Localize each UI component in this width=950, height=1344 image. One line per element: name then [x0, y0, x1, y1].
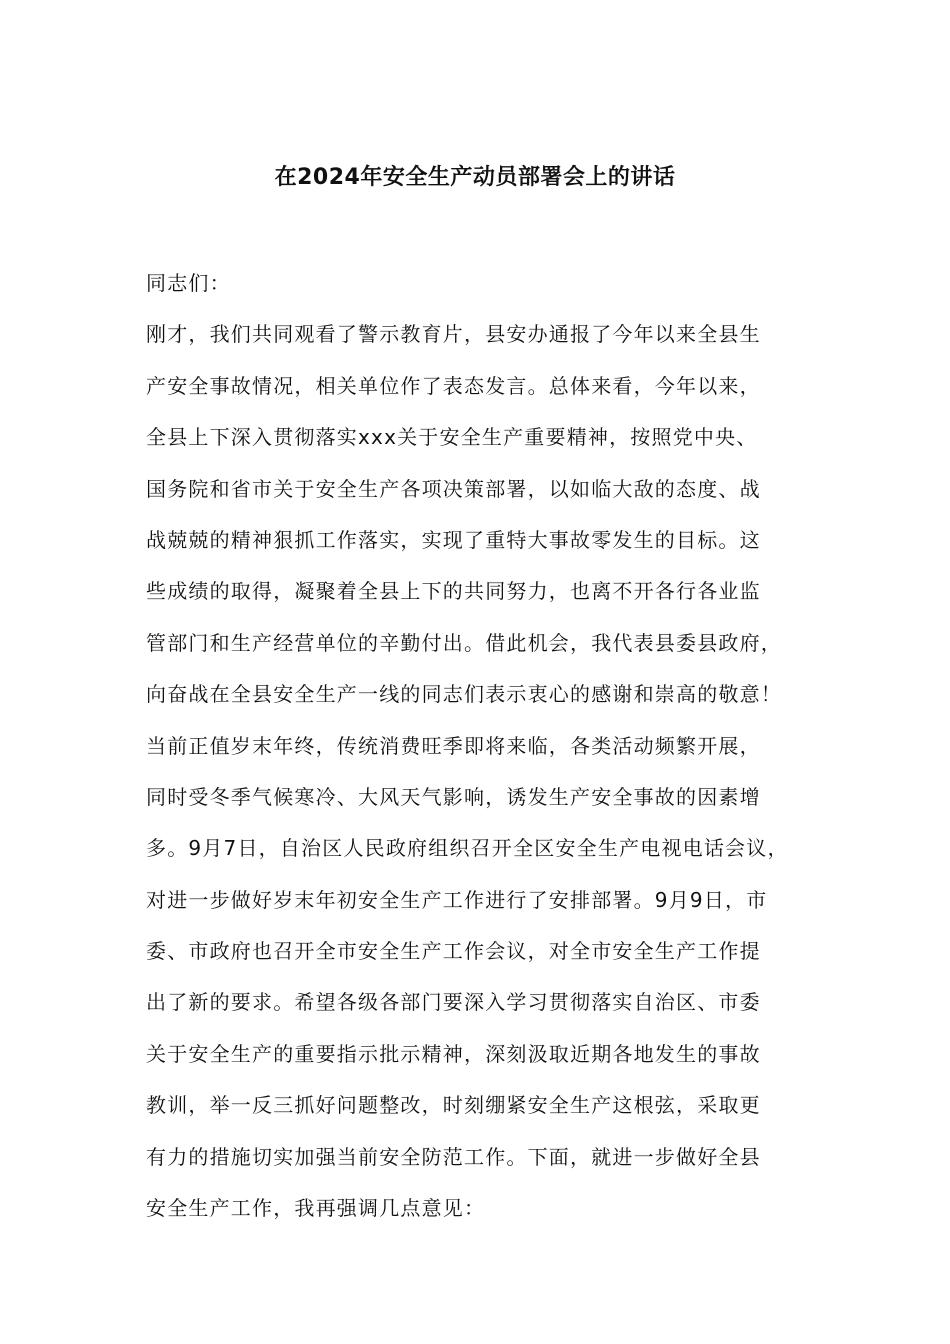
salutation: 同志们： — [146, 271, 231, 295]
text-line: 多。9月7日，自治区人民政府组织召开全区安全生产电视电话会议， — [146, 836, 789, 861]
text-line: 战兢兢的精神狠抓工作落实，实现了重特大事故零发生的目标。这 — [146, 527, 761, 552]
text-line: 出了新的要求。希望各级各部门要深入学习贯彻落实自治区、市委 — [146, 990, 761, 1015]
text-line: 产安全事故情况，相关单位作了表态发言。总体来看，今年以来， — [146, 373, 761, 398]
text-line: 对进一步做好岁末年初安全生产工作进行了安排部署。9月9日，市 — [146, 887, 768, 912]
text-line: 委、市政府也召开全市安全生产工作会议，对全市安全生产工作提 — [146, 939, 761, 964]
text-line: 安全生产工作，我再强调几点意见： — [146, 1196, 486, 1221]
text-line: 关于安全生产的重要指示批示精神，深刻汲取近期各地发生的事故 — [146, 1041, 761, 1066]
text-line: 些成绩的取得，凝聚着全县上下的共同努力，也离不开各行各业监 — [146, 579, 761, 604]
text-line: 当前正值岁末年终，传统消费旺季即将来临，各类活动频繁开展， — [146, 733, 761, 758]
text-line: 向奋战在全县安全生产一线的同志们表示衷心的感谢和崇高的敬意！ — [146, 682, 782, 707]
text-line: 刚才，我们共同观看了警示教育片，县安办通报了今年以来全县生 — [146, 322, 761, 347]
text-line: 管部门和生产经营单位的辛勤付出。借此机会，我代表县委县政府， — [146, 630, 782, 655]
text-line: 国务院和省市关于安全生产各项决策部署，以如临大敌的态度、战 — [146, 476, 761, 501]
document-title: 在2024年安全生产动员部署会上的讲话 — [274, 165, 676, 190]
text-line: 有力的措施切实加强当前安全防范工作。下面，就进一步做好全县 — [146, 1144, 761, 1169]
text-line: 全县上下深入贯彻落实xxx关于安全生产重要精神，按照党中央、 — [146, 425, 758, 450]
document-body — [146, 258, 836, 1234]
text-line: 同时受冬季气候寒冷、大风天气影响，诱发生产安全事故的因素增 — [146, 784, 761, 809]
text-line: 教训，举一反三抓好问题整改，时刻绷紧安全生产这根弦，采取更 — [146, 1093, 761, 1118]
